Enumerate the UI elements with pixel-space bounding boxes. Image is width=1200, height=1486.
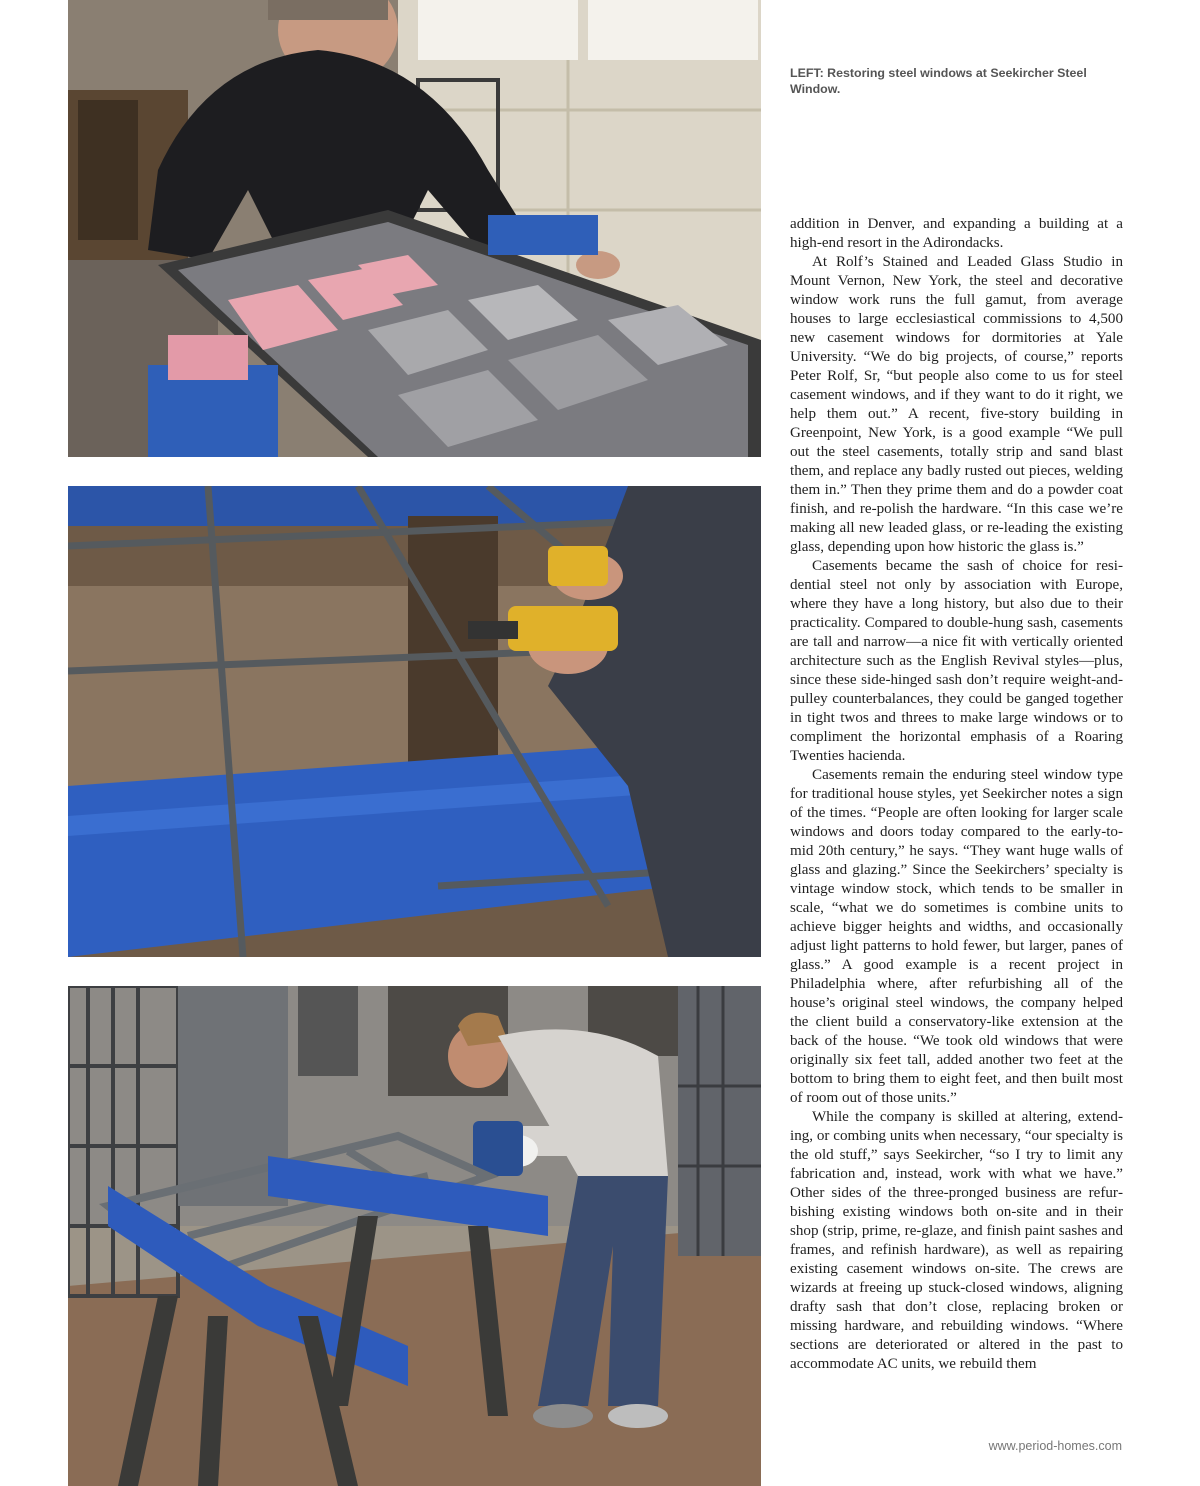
- article-body: [790, 215, 1123, 1374]
- article-paragraph: Casements became the sash of choice for residential steel not only by association with Europe, where they have a long history, but also due to their practicality. Compared to double-hung sash, casements are tall and narrow—a nice fit with vertically oriented architecture such as the English Revival styles—plus, since these side-hinged sash don’t require weight-and-pulley counterbalances, they could be ganged together in tight twos and threes to make large windows or to compliment the horizontal emphasis of a Roaring Twenties hacienda.: [790, 558, 1123, 764]
- photo-caption: LEFT: Restoring steel windows at Seekircher Steel Window.: [790, 66, 1087, 96]
- website-url: www.period-homes.com: [988, 1439, 1122, 1453]
- photo-drilling-frame: [68, 486, 761, 957]
- article-paragraph: While the company is skilled at altering, extending, or combing units when necessary, “our specialty is the old stuff,” says Seekircher, “so I try to limit any fabrication and, instead, work with what we have.” Other sides of the three-pronged business are refurbishing existing windows both on-site and in their shop (strip, prime, re-glaze, and finish paint sashes and frames, and refinish hardware), as well as repairing existing casement windows on-site. The crews are wizards at freeing up stuck-closed windows, aligning drafty sash that don’t close, replacing broken or missing hardware, and rebuilding windows. “Where sections are deteriorated or altered in the past to accommodate AC units, we rebuild them: [790, 1109, 1123, 1372]
- article-paragraph: addition in Denver, and expanding a building at a high-end resort in the Adirondacks.: [790, 216, 1123, 251]
- article-paragraph: At Rolf’s Stained and Leaded Glass Studio in Mount Vernon, New York, the steel and decorative window work runs the full gamut, from average houses to large ecclesiastical commissions to 4,500 new casement windows for dormitories at Yale University. “We do big projects, of course,” reports Peter Rolf, Sr, “but people also come to us for steel casement windows, and if they want to do it right, we help them out.” A recent, five-story building in Greenpoint, New York, is a good example “We pull out the steel casements, totally strip and sand blast them, and replace any badly rusted out pieces, welding them in.” Then they prime them and do a powder coat finish, and re-polish the hardware. “In this case we’re making all new leaded glass, or re-leading the existing glass, depending upon how historic the glass is.”: [790, 254, 1123, 555]
- article-paragraph: Casements remain the enduring steel window type for traditional house styles, yet Seekircher notes a sign of the times. “People are often looking for larger scale windows and doors today compared to the early-to-mid 20th century,” he says. “They want huge walls of glass and glazing.” Since the Seekirchers’ specialty is vintage window stock, which tends to be smaller in scale, “what we do sometimes is combine units to achieve bigger heights and widths, and occasionally adjust light patterns to hold fewer, but larger, panes of glass.” A good example is a recent project in Philadelphia where, after refurbishing all of the house’s original steel windows, the company helped the client build a conservatory-like extension at the back of the house. “We took old windows that were originally six feet tall, added another two feet at the bottom to bring them to eight feet, and then built most of room out of those units.”: [790, 767, 1123, 1106]
- photo-restoring-window: [68, 0, 761, 457]
- photo-painting-frame: [68, 986, 761, 1486]
